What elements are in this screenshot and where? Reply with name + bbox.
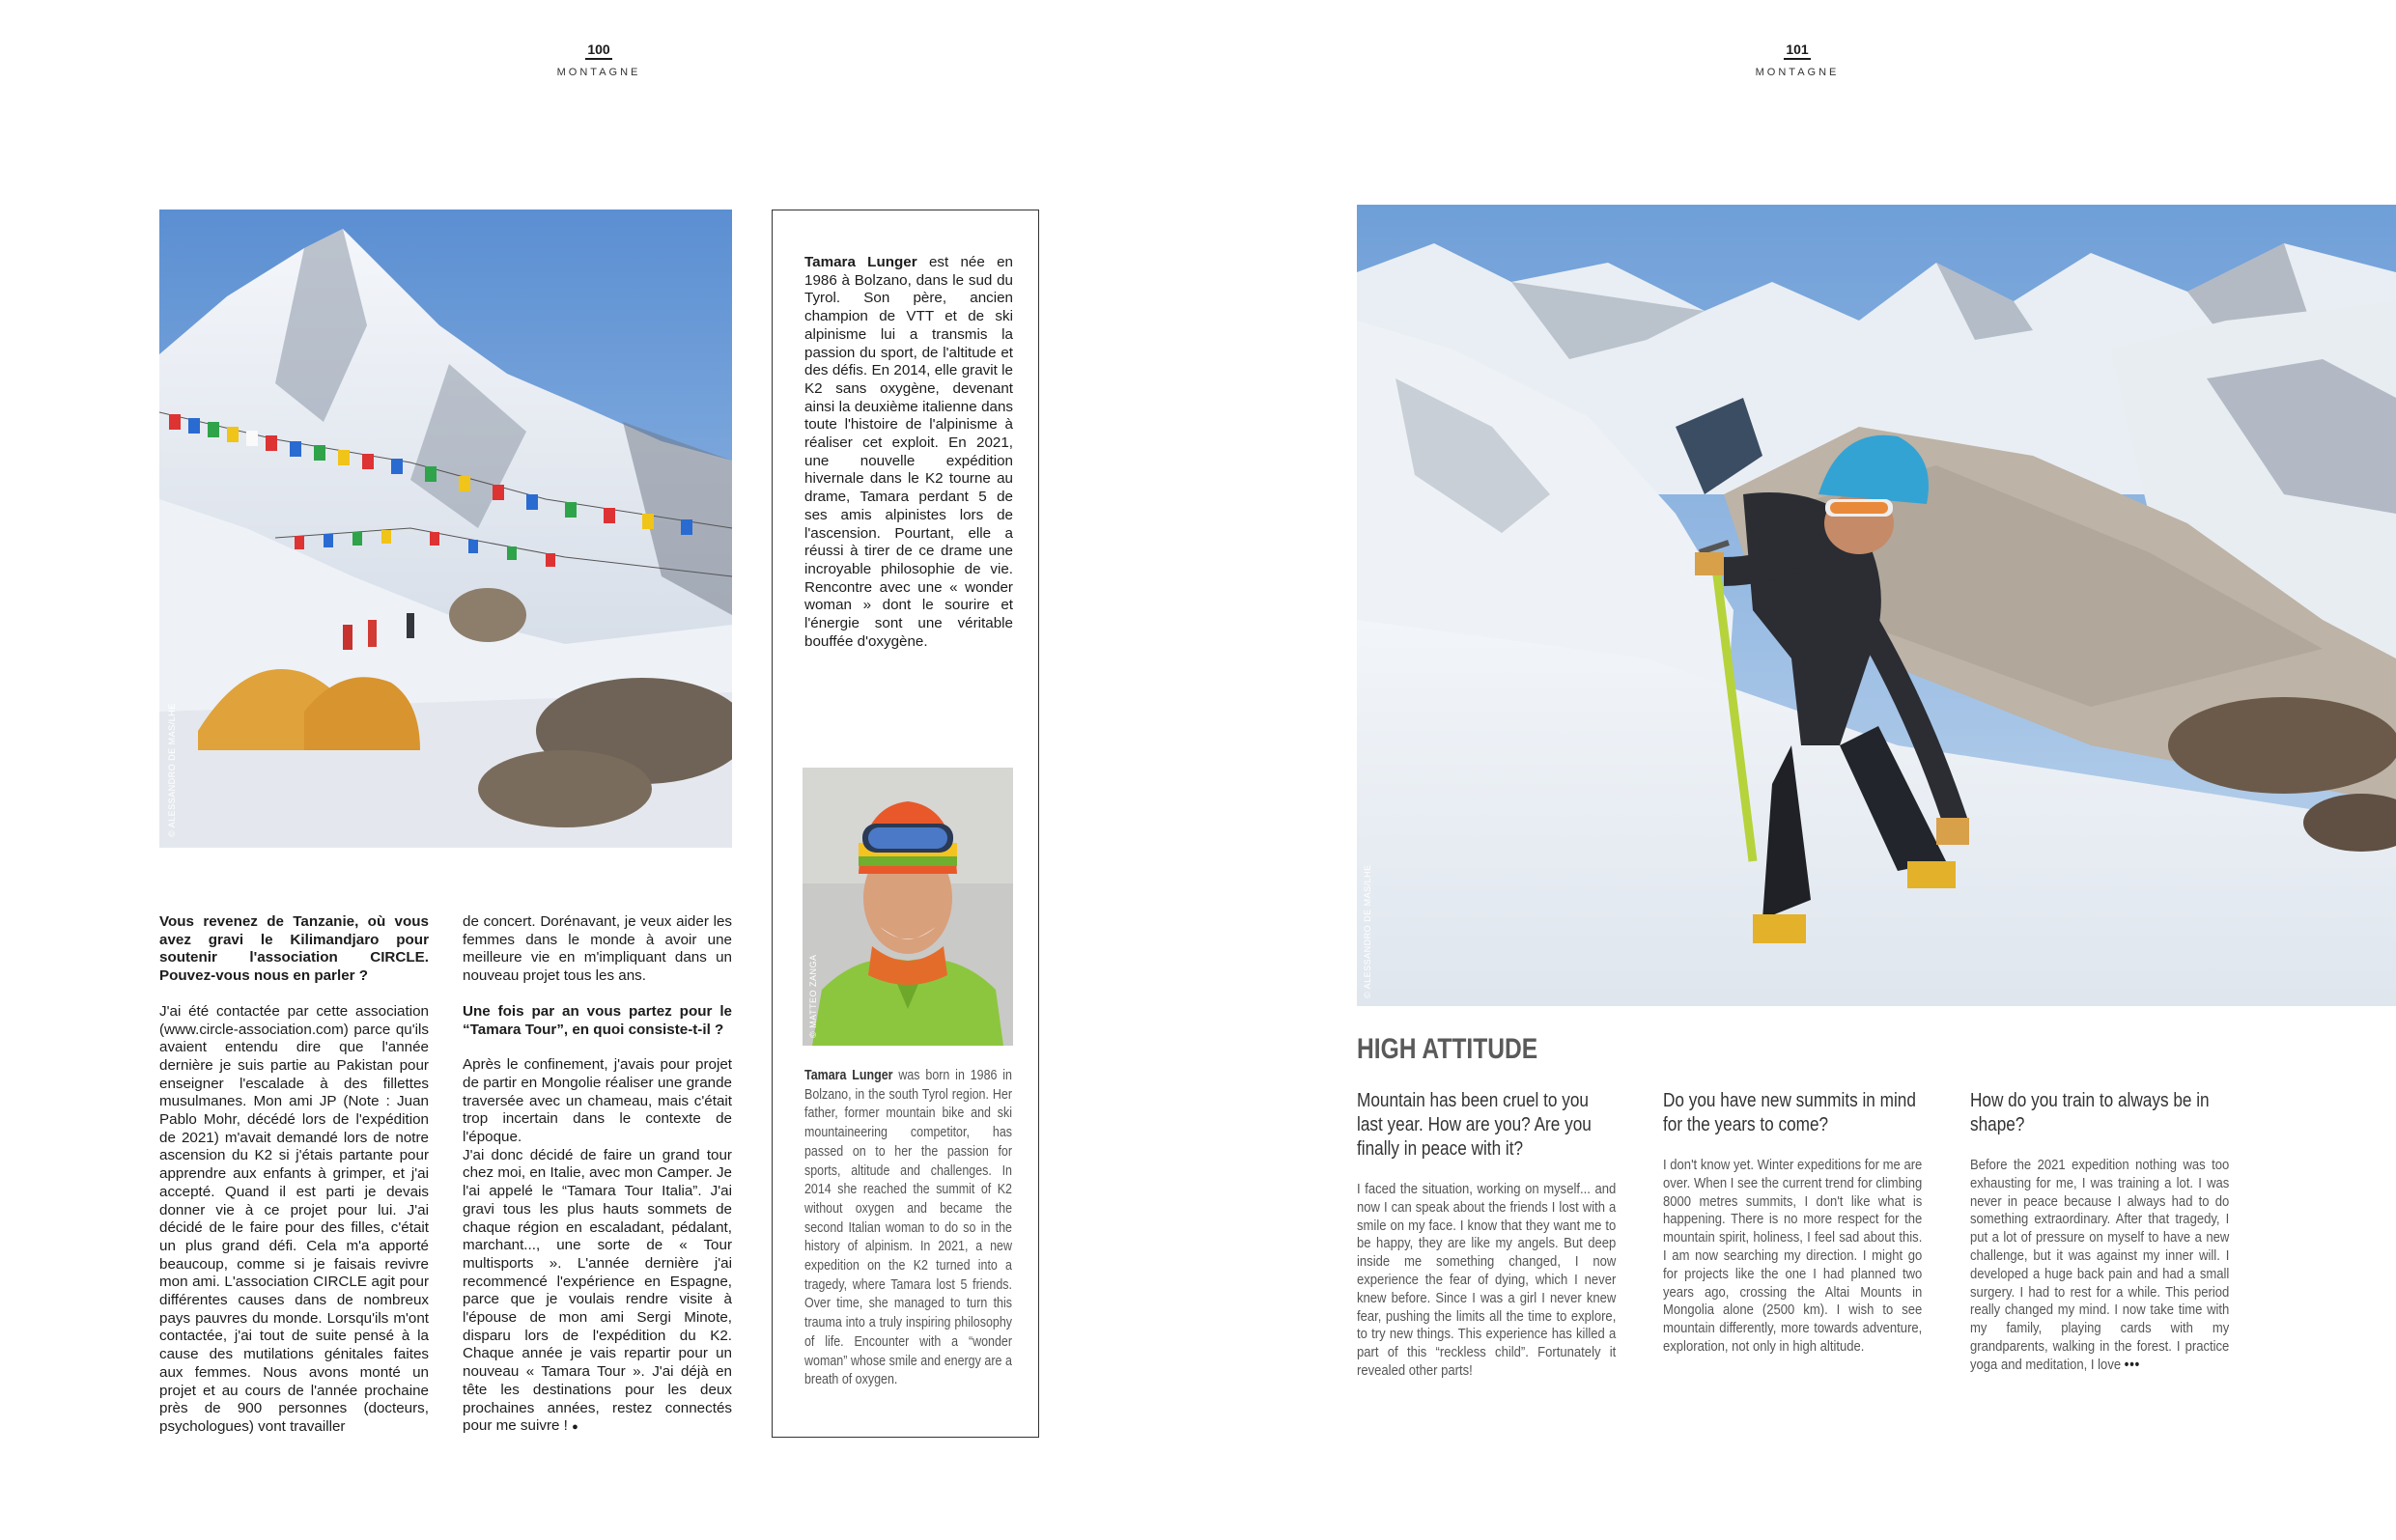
base-camp-photo	[159, 210, 732, 848]
qa-column-2	[1663, 1089, 1929, 1357]
portrait-photo	[803, 768, 1013, 1046]
interview-question-2: Une fois par an vous partez pour le “Tamara Tour”, en quoi consiste-t-il ?	[463, 1002, 732, 1038]
interview-question-1: Vous revenez de Tanzanie, où vous avez gravi le Kilimandjaro pour soutenir l'association CIRCLE. Pouvez-vous nous en parler ?	[159, 913, 429, 985]
photo-credit: © ALESSANDRO DE MAS/LHE	[1363, 864, 1372, 998]
qa-question-2: Do you have new summits in mind for the years to come?	[1663, 1090, 1916, 1135]
interview-answer-1: J'ai été contactée par cette association (www.circle-association.com) parce qu'ils avaient entendu dire que l'année dernière je suis partie au Pakistan pour enseigner l'escalade à des fillettes musulmanes. Mon ami JP (Note : Juan Pablo Mohr, décédé lors de l'expédition de 2021) m'avait demandé lors de notre ascension du K2 si j'étais partante pour apprendre aux enfants à grimper, et j'ai accepté. Quand il est parti je devais donner vie à ce projet pour lui. J'ai décidé de le faire pour des filles, c'était un plus grand défi. Cela m'a apporté beaucoup, comme si je faisais revivre mon ami. L'association CIRCLE agit pour différentes causes dans de nombreux pays pauvres du monde. Lorsqu'ils m'ont contactée, j'ai tout de suite pensé à la cause des mutilations génitales faites aux femmes. Nous avons monté un projet et au cours de l'année prochaine près de 900 personnes (docteurs, psychologues) vont travailler	[159, 1002, 429, 1435]
folio-left	[541, 42, 657, 78]
interview-column-1	[159, 913, 429, 1454]
section-label: MONTAGNE	[1755, 67, 1840, 78]
folio-right	[1739, 42, 1855, 78]
interview-answer-2-para-2: J'ai donc décidé de faire un grand tour chez moi, en Italie, avec mon Camper. Je l'ai appelé le “Tamara Tour Italia”. J'ai gravi tous les plus hauts sommets de chaque région en escaladant, pédalant, marchant..., une sorte de « Tour multisports ». L'année dernière j'ai recommencé l'expérience en Espagne, parce que je voulais rendre visite à l'épouse de mon ami Sergi Minote, disparu lors de l'expédition du K2. Chaque année je vais repartir pour un nouveau « Tamara Tour ». J'ai déjà en tête les destinations pour les deux prochaines années, restez connectés pour me suivre !	[463, 1146, 732, 1435]
photo-credit: © ALESSANDRO DE MAS/LHE	[167, 703, 177, 837]
continued-mark: •••	[2124, 1356, 2141, 1373]
interview-answer-2-para-1: Après le confinement, j'avais pour projet de partir en Mongolie réaliser une grande traversée avec un chameau, mais c'était trop incertain dans le contexte de l'époque.	[463, 1056, 732, 1146]
page-number: 101	[1784, 42, 1810, 60]
qa-column-1	[1357, 1089, 1622, 1381]
portrait-credit: © MATTEO ZANGA	[808, 954, 818, 1038]
section-label: MONTAGNE	[556, 67, 641, 78]
climber-photo	[1357, 205, 2396, 1006]
end-mark: ●	[572, 1421, 578, 1434]
qa-answer-2: I don't know yet. Winter expeditions for me are over. When I see the current trend for climbing 8000 metres summits, I don't like what is happening. There is no more respect for the mountain spirit, holiness, I feel sad about this. I am now searching my direction. I might go for projects like the one I had planned two years ago, crossing the Altai Mounts in Mongolia alone (2500 km). I wish to see mountain differently, more towards adventure, exploration, not only in high altitude.	[1663, 1157, 1923, 1355]
qa-column-3	[1970, 1089, 2236, 1375]
page-number: 100	[585, 42, 611, 60]
interview-answer-1-continued: de concert. Dorénavant, je veux aider les femmes dans le monde à avoir une meilleure vie en m'impliquant dans un nouveau projet tous les ans.	[463, 913, 732, 985]
bio-french	[804, 254, 1013, 651]
qa-answer-1: I faced the situation, working on myself... and now I can speak about the friends I lost with a smile on my face. I know that they want me to be happy, they are like my angels. But deep inside me something changed, I now experience the fear of dying, which I never knew before. Since I was a girl I never knew fear, pushing the limits all the time to explore, to try new things. This experience has killed a part of this “reckless child”. Fortunately it revealed other parts!	[1357, 1181, 1617, 1379]
bio-english	[804, 1067, 1046, 1390]
bio-text-en: was born in 1986 in Bolzano, in the south Tyrol region. Her father, former mountain bike and ski mountaineering competitor, has passed on to her the passion for sports, altitude and challenges. In 2014 she reached the summit of K2 without oxygen and became the second Italian woman to do so in the history of alpinism. In 2021, a new expedition on the K2 turned into a tragedy, where Tamara lost 5 friends. Over time, she managed to turn this trauma into a truly inspiring philosophy of life. Encounter with a “wonder woman” whose smile and energy are a breath of oxygen.	[804, 1068, 1012, 1388]
bio-name-fr: Tamara Lunger	[804, 254, 917, 270]
interview-column-2	[463, 913, 732, 1437]
bio-name-en: Tamara Lunger	[804, 1068, 893, 1083]
bio-text-fr: est née en 1986 à Bolzano, dans le sud du Tyrol. Son père, ancien champion de VTT et de ski alpinisme lui a transmis la passion du sport, de l'altitude et des défis. En 2014, elle gravit le K2 sans oxygène, devenant ainsi la deuxième italienne dans toute l'histoire de l'alpinisme à réaliser cet exploit. En 2021, une nouvelle expédition hivernale dans le K2 tourne au drame, Tamara perdant 5 de ses amis alpinistes lors de l'ascension. Pourtant, elle a réussi à tirer de ce drame une incroyable philosophie de vie. Rencontre avec une « wonder woman » dont le sourire et l'énergie sont une véritable bouffée d'oxygène.	[804, 254, 1013, 650]
qa-answer-3: Before the 2021 expedition nothing was too exhausting for me, I was training a lot. I was never in peace because I always had to do something extraordinary. After that tragedy, I put a lot of pressure on myself to have a new challenge, but it was against my inner will. I developed a huge back pain and had a small surgery. I had to rest for a while. This period really changed my mind. I now take time with my family, playing cards with my grandparents, walking in the forest. I practice yoga and meditation, I love	[1970, 1157, 2230, 1373]
headline: HIGH ATTITUDE	[1357, 1033, 1538, 1065]
qa-question-3: How do you train to always be in shape?	[1970, 1090, 2210, 1135]
qa-question-1: Mountain has been cruel to you last year. How are you? Are you finally in peace with it?	[1357, 1090, 1592, 1160]
